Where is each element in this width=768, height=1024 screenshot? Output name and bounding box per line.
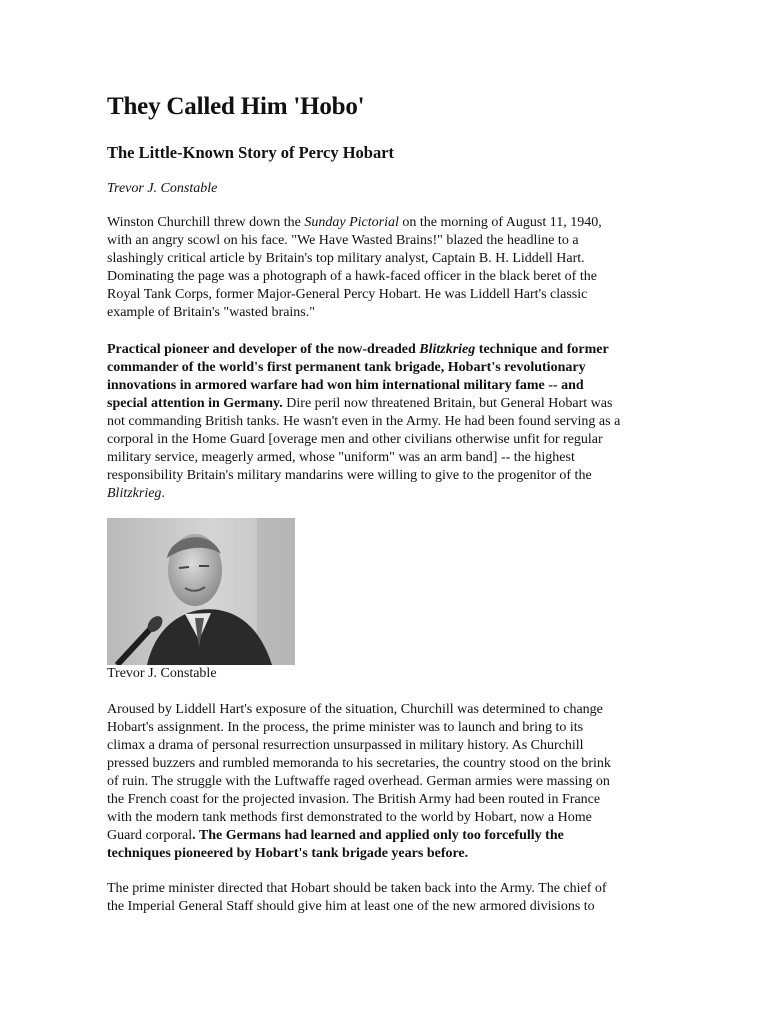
text-line: military service, meagerly armed, whose "uniform" was an arm band] -- the highest	[107, 450, 575, 465]
text-run: on the morning of August 11, 1940,	[398, 215, 602, 230]
text-line: corporal in the Home Guard [overage men and other civilians otherwise unfit for regular	[107, 432, 603, 447]
text-run: . The Germans had learned and applied only too forcefully the	[192, 828, 564, 843]
text-line	[107, 485, 667, 503]
paragraph-2	[107, 341, 667, 503]
article-subtitle: The Little-Known Story of Percy Hobart	[107, 143, 395, 162]
author-byline: Trevor J. Constable	[107, 181, 218, 196]
text-line	[107, 214, 667, 232]
text-line: commander of the world's first permanent tank brigade, Hobart's revolutionary	[107, 360, 586, 375]
text-line: the Imperial General Staff should give him at least one of the new armored divisions to	[107, 899, 595, 914]
newspaper-name: Sunday Pictorial	[304, 215, 399, 230]
text-line: pressed buzzers and rumbled memoranda to his secretaries, the country stood on the brink	[107, 756, 611, 771]
text-line: Royal Tank Corps, former Major-General Percy Hobart. He was Liddell Hart's classic	[107, 287, 588, 302]
photo-caption: Trevor J. Constable	[107, 666, 217, 681]
text-run: Practical pioneer and developer of the now-dreaded	[107, 342, 420, 357]
article-title: They Called Him 'Hobo'	[107, 93, 365, 120]
emphasis-blitzkrieg: Blitzkrieg	[107, 486, 162, 501]
author-photo	[107, 518, 295, 665]
emphasis-blitzkrieg: Blitzkrieg	[419, 342, 476, 357]
paragraph-3	[107, 701, 667, 863]
text-run: special attention in Germany.	[107, 396, 283, 411]
text-run: Dire peril now threatened Britain, but General Hobart was	[282, 396, 613, 411]
text-line: techniques pioneered by Hobart's tank brigade years before.	[107, 846, 469, 861]
text-run: .	[161, 486, 165, 501]
text-line	[107, 395, 667, 413]
text-run: Guard corporal	[107, 828, 193, 843]
text-line: Hobart's assignment. In the process, the prime minister was to launch and bring to its	[107, 720, 584, 735]
text-line: example of Britain's "wasted brains."	[107, 305, 315, 320]
text-run: Winston Churchill threw down the	[107, 215, 305, 230]
text-line: climax a drama of personal resurrection unsurpassed in military history. As Churchill	[107, 738, 584, 753]
text-line: innovations in armored warfare had won him international military fame -- and	[107, 378, 584, 393]
text-line: not commanding British tanks. He wasn't even in the Army. He had been found serving as a	[107, 414, 621, 429]
text-line: The prime minister directed that Hobart should be taken back into the Army. The chief of	[107, 881, 607, 896]
text-line: with an angry scowl on his face. "We Have Wasted Brains!" blazed the headline to a	[107, 233, 579, 248]
text-line	[107, 341, 667, 359]
text-line: slashingly critical article by Britain's top military analyst, Captain B. H. Liddell Hart.	[107, 251, 585, 266]
text-line: responsibility Britain's military mandarins were willing to give to the progenitor of the	[107, 468, 592, 483]
text-line: Aroused by Liddell Hart's exposure of the situation, Churchill was determined to change	[107, 702, 603, 717]
text-line: the French coast for the projected invasion. The British Army had been routed in France	[107, 792, 601, 807]
text-run: technique and former	[475, 342, 609, 357]
text-line: with the modern tank methods first demonstrated to the world by Hobart, now a Home	[107, 810, 592, 825]
paragraph-4	[107, 880, 667, 916]
text-line	[107, 827, 667, 845]
portrait-image	[107, 518, 295, 665]
paragraph-1	[107, 214, 667, 322]
text-line: of ruin. The struggle with the Luftwaffe raged overhead. German armies were massing on	[107, 774, 610, 789]
text-line: Dominating the page was a photograph of a hawk-faced officer in the black beret of the	[107, 269, 597, 284]
